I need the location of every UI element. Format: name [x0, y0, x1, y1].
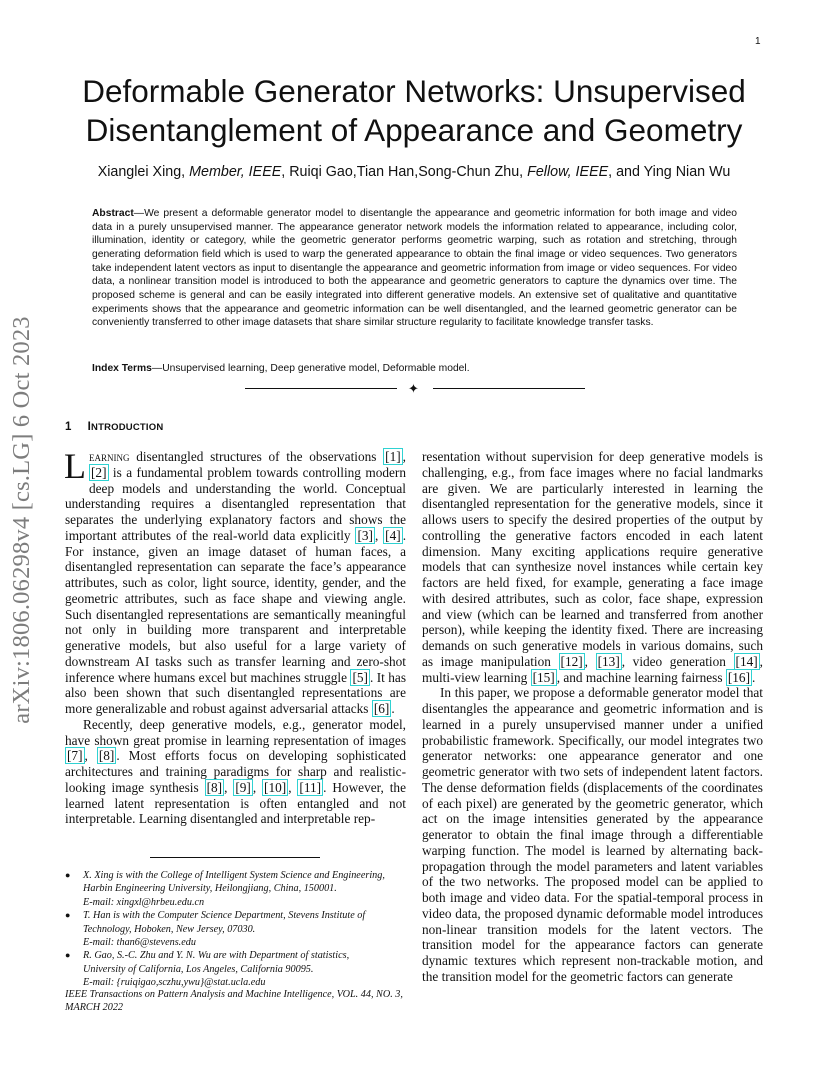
left-column: [64, 446, 407, 827]
citation-link[interactable]: [1]: [385, 449, 401, 464]
body-text: .: [752, 669, 756, 685]
dropcap-continuation: earning: [89, 449, 130, 464]
paragraph: [65, 717, 406, 827]
author-role: Member, IEEE: [189, 164, 282, 180]
citation-link[interactable]: [13]: [597, 653, 620, 669]
index-terms: [92, 362, 737, 376]
bullet-icon: ●: [65, 950, 71, 961]
footnotes: [65, 869, 407, 990]
footnote-line: X. Xing is with the College of Intelligent System Science and Engineering,: [83, 870, 385, 881]
body-text: , video generation: [621, 653, 734, 669]
citation-link[interactable]: [4]: [385, 527, 401, 543]
citation-link[interactable]: [3]: [357, 527, 373, 543]
separator-line-left: [245, 388, 397, 389]
citation-link[interactable]: [7]: [67, 748, 83, 764]
citation-link[interactable]: [11]: [299, 779, 322, 795]
author-list: [40, 164, 788, 180]
body-text: Recently, deep generative models, e.g., generator model, have shown great promise in learning representation of images: [65, 716, 406, 748]
index-terms-label: Index Terms: [92, 363, 152, 374]
section-title-rest: NTRODUCTION: [91, 422, 164, 433]
paper-title: Deformable Generator Networks: Unsupervised Disentanglement of Appearance and Geometry: [82, 73, 746, 148]
paragraph: [64, 446, 407, 717]
section-number: 1: [65, 421, 72, 433]
body-text: , multi-view learning: [422, 653, 763, 685]
arxiv-stamp-text: arXiv:1806.06298v4 [cs.LG] 6 Oct 2023: [8, 316, 35, 724]
footnote-email: E-mail: than6@stevens.edu: [83, 937, 196, 949]
bullet-icon: ●: [65, 910, 71, 921]
body-text: ,: [584, 653, 596, 669]
abstract-text: —We present a deformable generator model to disentangle the appearance and geometric information for both image and video data in a purely unsupervised manner. The appearance generator network models the information related to appearance, including color, illumination, identity or category, while the geometric generator performs geometric warping, such as rotation and stretching, through generating deformation field which is used to warp the generated appearance to obtain the final image or video sequences. Two generators take independent latent vectors as input to disentangle the appearance and geometric information from image or video sequences. For video data, a nonlinear transition model is introduced to both the appearance and geometric generators to capture the dynamics over time. The proposed scheme is general and can be easily integrated into different generative models. An extensive set of qualitative and quantitative experiments shows that the appearance and geometric information can be well disentangled, and the learned geometric generator can be conveniently transferred to other image datasets that share similar structure regularity to facilitate knowledge transfer tasks.: [92, 208, 737, 329]
author-role: Fellow, IEEE: [527, 164, 609, 180]
dropcap: L: [64, 446, 86, 486]
citation-link[interactable]: [6]: [373, 701, 390, 716]
citation-link[interactable]: [12]: [560, 653, 583, 669]
index-terms-text: —Unsupervised learning, Deep generative model, Deformable model.: [151, 363, 470, 374]
citation-link[interactable]: [15]: [532, 669, 555, 685]
body-text: , and machine learning fairness: [556, 669, 726, 685]
body-text: ,: [84, 748, 97, 764]
section-heading: [65, 421, 163, 433]
footnote-line: Harbin Engineering University, Heilongjiang, China, 150001.: [83, 883, 337, 895]
citation-link[interactable]: [10]: [264, 779, 287, 795]
diamond-icon: ✦: [408, 381, 419, 396]
body-text: ,: [252, 779, 263, 795]
footnote-line: R. Gao, S.-C. Zhu and Y. N. Wu are with Department of statistics,: [83, 950, 350, 962]
footnote-item: [65, 869, 407, 909]
body-text: .: [391, 701, 395, 716]
body-text: ,: [288, 779, 298, 795]
paragraph: In this paper, we propose a deformable generator model that disentangles the appearance and geometric information and is learned in a purely unsupervised manner under a unified probabilistic framework. Specifically, our model integrates two generator networks: one appearance generator and one geometric generator with two sets of independent latent factors. The dense deformation fields (displacements of the coordinates of each pixel) are generated by the geometric generator, which act on the image intensities generated by the appearance generator to obtain the final image through a differentiable warping function. The model is learned by alternating back-propagation through the model parameters and latent variables of the two networks. The proposed model can be applied to both image and video data. For the spatial-temporal process in video data, the proposed dynamic deformable model introduces non-linear transition models for the latent vectors. The transition model for the appearance factors can generate dynamic textures which represent non-trackable motion, and the transition model for the geometric factors can generate: [422, 685, 763, 984]
section-separator: [245, 382, 585, 396]
right-column: [422, 449, 763, 985]
body-text: ,: [224, 779, 234, 795]
body-text: is a fundamental problem towards controlling modern deep models and understanding the world. Conceptual understanding requires a disentangled representation that separates the underlying explanatory factors and shows the important attributes of the real-world data explicitly: [65, 464, 406, 543]
citation-link[interactable]: [5]: [352, 669, 368, 685]
citation-link[interactable]: [9]: [235, 779, 251, 795]
body-text: . For instance, given an image dataset of human faces, a disentangled representation can separate the face’s appearance attributes, such as color, light source, identity, gender, and the geometric attributes, such as face shape and viewing angle. Such disentangled representations are semantically meaningful not only in building more transparent and interpretable generative models, but also useful for a large variety of downstream AI tasks such as transfer learning and zero-shot inference where humans excel but machines struggle: [65, 527, 407, 685]
body-text: . However, the learned latent representation is often entangled and not interpretable. Learning disentangled and interpretable rep-: [65, 779, 406, 827]
page-number: 1: [755, 36, 761, 47]
abstract-label: Abstract: [92, 208, 134, 219]
author-names: , and Ying Nian Wu: [608, 164, 731, 180]
abstract: [92, 207, 737, 330]
footnote-line: University of California, Los Angeles, California 90095.: [83, 963, 314, 975]
footnote-rule: [150, 857, 320, 858]
author-names: Xianglei Xing,: [97, 164, 190, 180]
body-text: ,: [402, 449, 406, 464]
body-text: ,: [374, 527, 384, 543]
footnote-line: T. Han is with the Computer Science Department, Stevens Institute of: [83, 910, 366, 922]
separator-line-right: [433, 388, 585, 389]
footnote-email: E-mail: xingxl@hrbeu.edu.cn: [83, 896, 205, 908]
footnote-item: [65, 949, 407, 989]
journal-note: IEEE Transactions on Pattern Analysis and Machine Intelligence, VOL. 44, NO. 3, MARCH 2022: [65, 989, 403, 1014]
footnote-email: E-mail: {ruiqigao,sczhu,ywu}@stat.ucla.edu: [83, 977, 266, 989]
citation-link[interactable]: [8]: [98, 748, 115, 764]
citation-link[interactable]: [16]: [727, 669, 750, 685]
body-text: resentation without supervision for deep generative models is challenging, e.g., from face images where no facial landmarks are given. We are particularly interested in learning the disentangled representation for the generative models, since it allows users to specify the desired properties of the output by controlling the generative factors encoded in each latent dimension. Many exciting applications require generative models that can synthesize novel instances while certain key factors are held fixed, for example, generating a face image with desired attributes, such as color, face shape, expression and view (which can be learned and transferred from another person), while keeping the identity fixed. There are increasing demands on such generative models in various domains, such as image manipulation: [422, 449, 763, 669]
footnote-line: Technology, Hoboken, New Jersey, 07030.: [83, 923, 256, 935]
author-names: , Ruiqi Gao,Tian Han,Song-Chun Zhu,: [281, 164, 528, 180]
bullet-icon: ●: [65, 870, 71, 880]
citation-link[interactable]: [2]: [91, 464, 107, 480]
body-text: . It has also been shown that such disentangled representations are more generalizable and robust against adversarial attacks: [65, 669, 406, 716]
section-title-cap: I: [87, 421, 92, 433]
citation-link[interactable]: [8]: [206, 779, 223, 795]
footnote-item: [65, 909, 407, 949]
paragraph: [422, 449, 763, 685]
body-text: . Most efforts focus on developing sophisticated architectures and training paradigms for sharp and realistic-looking image synthesis: [65, 748, 406, 795]
citation-link[interactable]: [14]: [735, 653, 758, 669]
body-text: disentangled structures of the observations: [129, 449, 384, 464]
